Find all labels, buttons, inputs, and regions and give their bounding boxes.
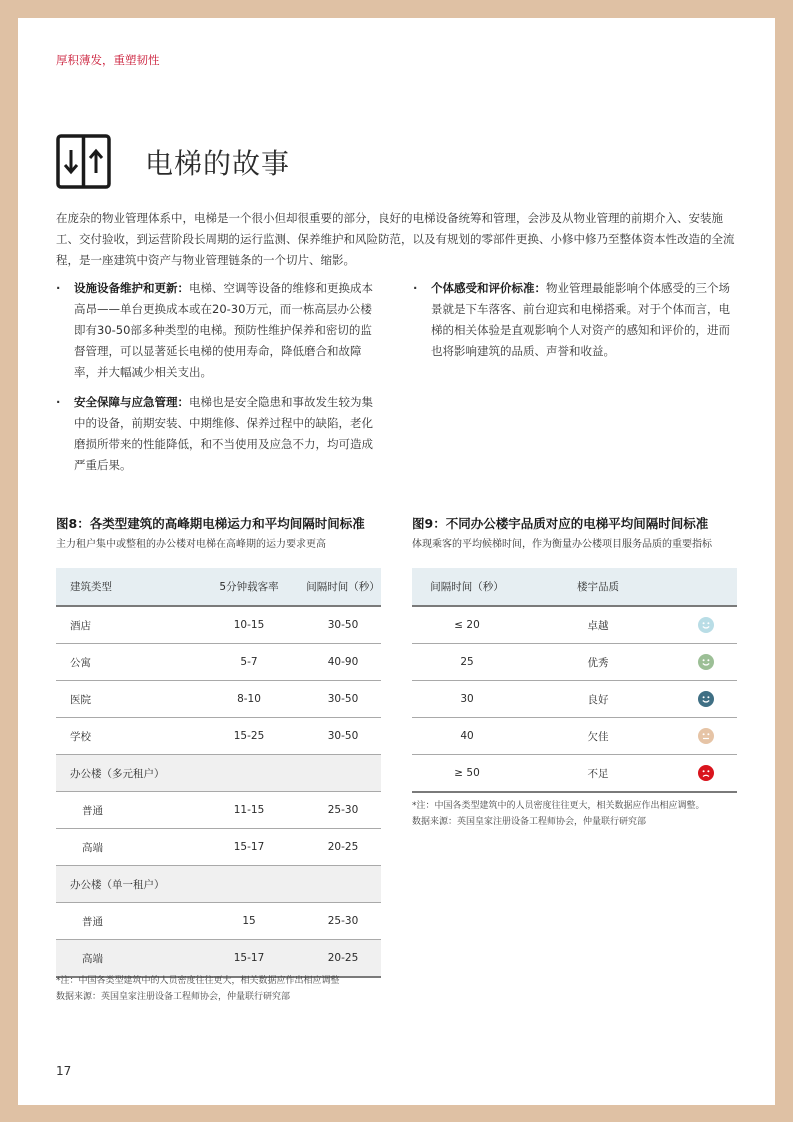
cell-rate: 15-17	[193, 829, 305, 866]
table-row	[56, 644, 381, 681]
cell-interval: 25	[412, 644, 522, 681]
page-title: 电梯的故事	[145, 147, 291, 180]
header-quality: 楼宇品质	[522, 568, 674, 606]
bullet-label: 个体感受和评价标准：	[431, 281, 546, 295]
figure8-title: 图8：各类型建筑的高峰期电梯运力和平均间隔时间标准	[56, 516, 365, 531]
table-header-row	[412, 568, 737, 606]
cell-rating	[674, 718, 737, 755]
cell-quality: 优秀	[522, 644, 674, 681]
page-number: 17	[56, 1064, 72, 1078]
cell-type: 高端	[56, 940, 193, 978]
cell-interval: 30-50	[305, 718, 381, 755]
cell-rating	[674, 606, 737, 644]
cell-interval: 40-90	[305, 644, 381, 681]
cell-rate: 10-15	[193, 606, 305, 644]
figure8-table	[56, 568, 381, 978]
bullet-dot: ·	[56, 281, 61, 295]
bullet-text: 电梯、空调等设备的维修和更换成本高昂——单台更换成本或在20-30万元，而一栋高层办公楼即有30-50部多种类型的电梯。预防性维护保养和密切的监督管理，可以显著延长电梯的使用寿命，降低磨合和故障率，并大幅减少相关支出。	[74, 281, 373, 379]
cell-interval: 25-30	[305, 792, 381, 829]
cell-rating	[674, 644, 737, 681]
cell-rate	[193, 866, 305, 903]
cell-quality: 良好	[522, 681, 674, 718]
cell-type: 学校	[56, 718, 193, 755]
cell-rate: 15	[193, 903, 305, 940]
figure9-subtitle: 体现乘客的平均候梯时间，作为衡量办公楼项目服务品质的重要指标	[412, 539, 712, 550]
table-row	[56, 718, 381, 755]
figure8-source: 数据来源：英国皇家注册设备工程师协会，仲量联行研究部	[56, 992, 291, 1002]
cell-interval	[305, 755, 381, 792]
cell-type: 办公楼（多元租户）	[56, 755, 193, 792]
cell-interval: 25-30	[305, 903, 381, 940]
cell-type: 普通	[56, 903, 193, 940]
figure8-note: *注：中国各类型建筑中的人员密度往往更大，相关数据应作出相应调整	[56, 976, 340, 986]
table-header-row	[56, 568, 381, 606]
bullet-text: 物业管理最能影响个体感受的三个场景就是下车落客、前台迎宾和电梯搭乘。对于个体而言，电梯的相关体验是直观影响个人对资产的感知和评价的，进而也将影响建筑的品质、声誉和收益。	[431, 281, 730, 358]
figure8-subtitle: 主力租户集中或整租的办公楼对电梯在高峰期的运力要求更高	[56, 539, 326, 550]
cell-interval: 30	[412, 681, 522, 718]
table-row	[56, 681, 381, 718]
cell-type: 高端	[56, 829, 193, 866]
header-interval: 间隔时间（秒）	[305, 568, 381, 606]
cell-rate: 5-7	[193, 644, 305, 681]
table-row	[412, 718, 737, 755]
table-row	[56, 940, 381, 978]
section-tagline: 厚积薄发，重塑韧性	[56, 53, 160, 67]
bullet-label: 安全保障与应急管理：	[74, 395, 189, 409]
figure8-notes	[56, 973, 340, 1005]
bullet-dot: ·	[413, 281, 418, 295]
cell-interval: 30-50	[305, 606, 381, 644]
smiley-face-icon	[698, 617, 714, 633]
cell-interval: ≥ 50	[412, 755, 522, 793]
figure9-title: 图9：不同办公楼宇品质对应的电梯平均间隔时间标准	[412, 516, 709, 531]
figure9-notes	[412, 798, 705, 830]
figure9-source: 数据来源：英国皇家注册设备工程师协会，仲量联行研究部	[412, 817, 647, 827]
header-5min-capacity: 5分钟载客率	[193, 568, 305, 606]
bullet-experience	[413, 278, 739, 362]
cell-interval: 20-25	[305, 829, 381, 866]
cell-rate: 15-17	[193, 940, 305, 978]
cell-rate: 8-10	[193, 681, 305, 718]
cell-type: 公寓	[56, 644, 193, 681]
bullet-safety	[56, 392, 382, 476]
table-group-row	[56, 755, 381, 792]
cell-quality: 卓越	[522, 606, 674, 644]
cell-interval: 30-50	[305, 681, 381, 718]
smiley-face-icon	[698, 654, 714, 670]
cell-type: 医院	[56, 681, 193, 718]
header-building-type: 建筑类型	[56, 568, 193, 606]
cell-type: 普通	[56, 792, 193, 829]
smiley-face-icon	[698, 691, 714, 707]
elevator-up-down-icon	[56, 134, 111, 189]
table-row	[412, 681, 737, 718]
cell-interval: 40	[412, 718, 522, 755]
cell-interval	[305, 866, 381, 903]
table-row	[56, 829, 381, 866]
report-page	[18, 18, 775, 1105]
intro-paragraph: 在庞杂的物业管理体系中，电梯是一个很小但却很重要的部分，良好的电梯设备统筹和管理，会涉及从物业管理的前期介入、安装施工、交付验收，到运营阶段长周期的运行监测、保养维护和风险防范，以及有规划的零部件更换、小修中修乃至整体资本性改造的全流程，是一座建筑中资产与物业管理链条的一个切片、缩影。	[56, 211, 735, 267]
figure9-table	[412, 568, 737, 793]
table-row	[412, 606, 737, 644]
cell-interval: 20-25	[305, 940, 381, 978]
cell-quality: 不足	[522, 755, 674, 793]
cell-type: 办公楼（单一租户）	[56, 866, 193, 903]
cell-type: 酒店	[56, 606, 193, 644]
table-row	[412, 644, 737, 681]
cell-rate: 15-25	[193, 718, 305, 755]
neutral-face-icon	[698, 728, 714, 744]
cell-rating	[674, 681, 737, 718]
table-row	[56, 606, 381, 644]
header-interval: 间隔时间（秒）	[412, 568, 522, 606]
cell-interval: ≤ 20	[412, 606, 522, 644]
table-row	[56, 792, 381, 829]
bullet-label: 设施设备维护和更新：	[74, 281, 189, 295]
cell-rate: 11-15	[193, 792, 305, 829]
figure9-note: *注：中国各类型建筑中的人员密度往往更大，相关数据应作出相应调整。	[412, 801, 705, 811]
cell-rate	[193, 755, 305, 792]
cell-quality: 欠佳	[522, 718, 674, 755]
bullet-maintenance	[56, 278, 382, 383]
table-row	[56, 903, 381, 940]
bullet-text: 电梯也是安全隐患和事故发生较为集中的设备，前期安装、中期维修、保养过程中的缺陷，老化磨损所带来的性能降低，和不当使用及应急不力，均可造成严重后果。	[74, 395, 373, 472]
table-row	[412, 755, 737, 793]
table-group-row	[56, 866, 381, 903]
cell-rating	[674, 755, 737, 793]
header-rating-icon	[674, 568, 737, 606]
sad-face-icon	[698, 765, 714, 781]
bullet-dot: ·	[56, 395, 61, 409]
